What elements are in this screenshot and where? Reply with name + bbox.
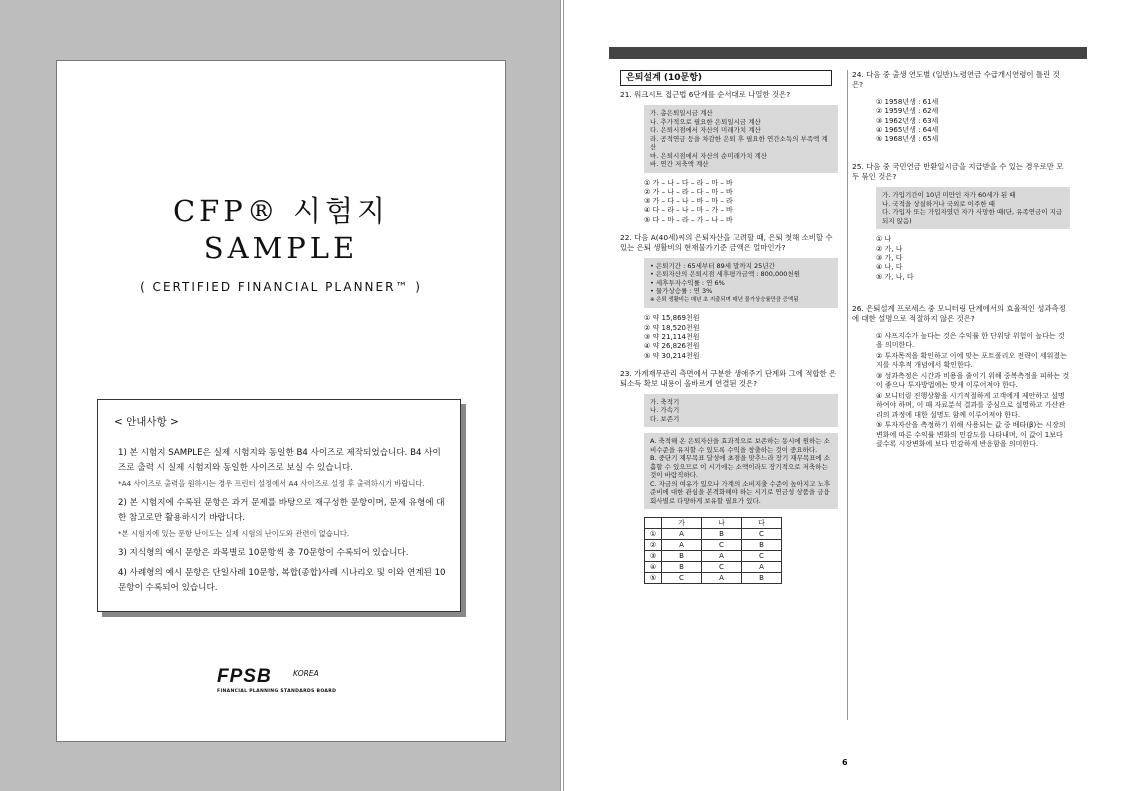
table-cell: C xyxy=(742,529,782,540)
answer-choice: ④ 나, 다 xyxy=(876,263,903,272)
answer-choice: ③ 가, 다 xyxy=(876,254,903,263)
box-line: 다. 은퇴시점에서 자산의 미래가치 계산 xyxy=(650,126,761,134)
table-row xyxy=(645,551,782,562)
table-cell: A xyxy=(702,573,742,584)
notice-list xyxy=(118,446,448,601)
question-23: 23. 가계재무관리 측면에서 구분한 생애주기 단계와 그에 적합한 은퇴소득 확보 내용이 올바르게 연결된 것은? xyxy=(620,368,837,388)
q23-answer-table xyxy=(644,517,782,584)
box-line: 바. 연간 저축액 계산 xyxy=(650,160,709,168)
table-cell: A xyxy=(742,562,782,573)
q22-choices xyxy=(644,314,838,360)
notice-item-sub: *A4 사이즈로 출력을 원하시는 경우 프린터 설정에서 A4 사이즈로 설정 후 출력하시기 바랍니다. xyxy=(118,479,425,488)
answer-choice: ① 나 xyxy=(876,235,892,244)
notice-item xyxy=(118,446,448,491)
q21-box xyxy=(644,105,838,173)
answer-choice: ② 투자목적을 확인하고 이에 맞는 포트폴리오 전략이 세워졌는지를 사후적 개념에서 확인한다. xyxy=(876,351,1067,370)
q23-box-stages xyxy=(644,394,838,428)
box-line: 라. 공적연금 등을 차감한 은퇴 후 필요한 연간소득의 부족액 계산 xyxy=(650,134,828,151)
logo-main: FPSB xyxy=(217,666,272,687)
table-row xyxy=(645,540,782,551)
notice-item xyxy=(118,546,448,561)
table-cell: A xyxy=(662,540,702,551)
table-cell: ⑤ xyxy=(645,573,662,584)
answer-choice: ① 가 – 나 – 다 – 라 – 마 – 바 xyxy=(644,178,733,187)
box-line: 다. 보존기 xyxy=(650,414,680,423)
notice-item xyxy=(118,566,448,596)
section-title: 은퇴설계 (10문항) xyxy=(620,70,832,86)
page-header-bar xyxy=(609,47,1087,59)
logo-korea: KOREA xyxy=(293,669,319,678)
left-column xyxy=(620,70,838,584)
box-line: • 물가상승률 : 연 3% xyxy=(650,287,713,296)
table-cell: ② xyxy=(645,540,662,551)
question-25: 25. 다음 중 국민연금 반환일시금을 지급받을 수 있는 경우로만 모두 묶인 것은? xyxy=(852,162,1064,182)
question-21: 21. 워크시트 접근법 6단계를 순서대로 나열한 것은? xyxy=(620,90,791,99)
table-cell: B xyxy=(742,573,782,584)
q23-box-descriptions xyxy=(644,433,838,509)
table-cell: B xyxy=(742,540,782,551)
box-line: • 세후투자수익률 : 연 6% xyxy=(650,278,725,287)
answer-choice: ② 1959년생 : 62세 xyxy=(876,107,939,116)
logo-board: FINANCIAL PLANNING STANDARDS BOARD xyxy=(217,689,337,694)
answer-choice: ⑤ 1968년생 : 65세 xyxy=(876,135,939,144)
table-row xyxy=(645,562,782,573)
box-line: 가. 가입기간이 10년 미만인 자가 60세가 된 때 xyxy=(882,191,1016,200)
answer-choice: ⑤ 다 – 마 – 라 – 가 – 나 – 바 xyxy=(644,215,733,224)
left-page xyxy=(0,0,561,791)
notice-item-text: 4) 사례형의 예시 문항은 단일사례 10문항, 복합(종합)사례 시나리오 및 이와 연계된 10문항이 수록되어 있습니다. xyxy=(118,568,446,593)
question-24: 24. 다음 중 출생 연도별 (일반)노령연금 수급개시연령이 틀린 것은? xyxy=(852,70,1060,89)
table-row xyxy=(645,529,782,540)
box-line: ※ 은퇴 생활비는 매년 초 지출되며 매년 물가상승률만큼 증액됨 xyxy=(650,296,799,303)
table-cell: A xyxy=(702,551,742,562)
table-cell: B xyxy=(702,529,742,540)
notice-item-sub: *본 시험지에 있는 문항 난이도는 실제 시험의 난이도와 관련이 없습니다. xyxy=(118,529,350,538)
q24-choices xyxy=(876,98,1070,144)
answer-choice: ③ 약 21,114천원 xyxy=(644,333,700,342)
table-header-cell xyxy=(645,518,662,529)
box-line: • 은퇴기간 : 65세부터 89세 말까지 25년간 xyxy=(650,261,775,270)
q25-box xyxy=(876,187,1070,229)
box-line: 가. 축적기 xyxy=(650,397,680,406)
fpsb-logo xyxy=(217,666,336,694)
box-line: 나. 가속기 xyxy=(650,406,680,415)
question-22: 22. 다음 A(40세)씨의 은퇴자산을 고려할 때, 은퇴 첫해 소비할 수 있는 은퇴 생활비의 현재물가기준 금액은 얼마인가? xyxy=(620,232,833,252)
q21-choices xyxy=(644,179,838,225)
answer-choice: ② 가 – 나 – 라 – 다 – 마 – 바 xyxy=(644,187,733,196)
box-line: 나. 국적을 상실하거나 국외로 이주한 때 xyxy=(882,199,995,208)
q26-choices xyxy=(876,332,1070,450)
table-header-row xyxy=(645,518,782,529)
box-line: 다. 가입자 또는 가입자였던 자가 사망한 때(단, 유족연금이 지급되지 않음) xyxy=(882,208,1063,225)
answer-choice: ④ 모니터링 진행상황을 시기적절하게 고객에게 제안하고 설명하여야 하며, 이 때 자료분석 결과를 중심으로 설명하고 가산관리의 과정에 대한 설명도 함께 이루어져야 한다. xyxy=(876,391,1066,419)
right-column xyxy=(852,70,1070,458)
table-cell: B xyxy=(662,551,702,562)
notice-item xyxy=(118,496,448,541)
answer-choice: ⑤ 가, 나, 다 xyxy=(876,272,914,281)
table-cell: ① xyxy=(645,529,662,540)
answer-choice: ④ 약 26,826천원 xyxy=(644,342,700,351)
box-line: B. 중단기 재무목표 달성에 초점을 맞추느라 장기 재무목표에 소홀할 수 있으므로 이 시기에는 소액이라도 장기적으로 저축하는 것이 바람직하다. xyxy=(650,454,831,480)
table-cell: B xyxy=(662,562,702,573)
answer-choice: ⑤ 약 30,214천원 xyxy=(644,351,700,360)
table-cell: C xyxy=(702,540,742,551)
table-header-cell: 나 xyxy=(702,518,742,529)
page-number: 6 xyxy=(842,758,848,767)
notice-box xyxy=(97,399,461,612)
right-page xyxy=(563,0,1126,791)
table-row xyxy=(645,573,782,584)
answer-choice: ① 1958년생 : 61세 xyxy=(876,98,939,106)
table-cell: C xyxy=(742,551,782,562)
answer-choice: ③ 성과측정은 시간과 비용을 줄이기 위해 중복측정을 피하는 것이 좋으나 투자방법에는 맞게 이루어져야 한다. xyxy=(876,371,1070,390)
answer-choice: ③ 가 – 다 – 나 – 바 – 마 – 라 xyxy=(644,197,733,206)
notice-item-text: 3) 지식형의 예시 문항은 과목별로 10문항씩 총 70문항이 수록되어 있습니다. xyxy=(118,548,409,558)
table-header-cell: 다 xyxy=(742,518,782,529)
answer-choice: ④ 1965년생 : 64세 xyxy=(876,125,939,134)
table-cell: ③ xyxy=(645,551,662,562)
cover-subtitle: ( CERTIFIED FINANCIAL PLANNER™ ) xyxy=(140,280,422,294)
answer-choice: ① 약 15,869천원 xyxy=(644,314,700,323)
column-divider xyxy=(847,70,848,720)
question-26: 26. 은퇴설계 프로세스 중 모니터링 단계에서의 효율적인 성과측정에 대한 설명으로 적절하지 않은 것은? xyxy=(852,303,1066,323)
q22-box xyxy=(644,258,838,309)
q25-choices xyxy=(876,235,1070,281)
cover-title: CFP® 시험지 xyxy=(172,194,390,228)
notice-heading: < 안내사항 > xyxy=(114,416,179,428)
answer-choice: ② 가, 나 xyxy=(876,244,903,253)
cover-sheet xyxy=(56,60,506,742)
table-header-cell: 가 xyxy=(662,518,702,529)
table-cell: A xyxy=(662,529,702,540)
notice-item-text: 2) 본 시험지에 수록된 문항은 과거 문제를 바탕으로 재구성한 문항이며, 문제 유형에 대한 참고로만 활용하시기 바랍니다. xyxy=(118,498,445,523)
answer-choice: ④ 다 – 라 – 나 – 마 – 가 – 바 xyxy=(644,206,733,215)
answer-choice: ② 약 18,520천원 xyxy=(644,323,700,332)
box-line: C. 자금의 여유가 있으나 가계의 소비지출 수준이 높아지고 노후준비에 대한 관심을 본격화해야 하는 시기로 연금성 상품을 금융회사별로 다양하게 보유할 필요가 있다. xyxy=(650,479,831,505)
table-cell: C xyxy=(662,573,702,584)
cover-title-sample: SAMPLE xyxy=(203,231,359,265)
box-line: A. 축적해 온 은퇴자산을 효과적으로 보존하는 동시에 원하는 소비수준을 유지할 수 있도록 수익을 창출하는 것이 중요하다. xyxy=(650,437,830,454)
box-line: 나. 추가적으로 필요한 은퇴일시금 계산 xyxy=(650,117,761,126)
box-line: 마. 은퇴시점에서 자산의 순미래가치 계산 xyxy=(650,151,768,160)
answer-choice: ⑤ 투자자산을 측정하기 위해 사용되는 값 중 베타(β)는 시장의 변화에 따른 수익률 변화의 민감도를 나타내며, 이 값이 1보다 클수록 시장변화에 보다 민감하게 반응함을 의미한다. xyxy=(876,421,1066,449)
answer-choice: ③ 1962년생 : 63세 xyxy=(876,116,939,125)
table-cell: C xyxy=(702,562,742,573)
table-cell: ④ xyxy=(645,562,662,573)
answer-choice: ① 샤프지수가 높다는 것은 수익률 한 단위당 위험이 높다는 것을 의미한다. xyxy=(876,331,1065,350)
box-line: • 은퇴자산의 은퇴시점 세후평가금액 : 800,000천원 xyxy=(650,270,800,279)
notice-item-text: 1) 본 시험지 SAMPLE은 실제 시험지와 동일한 B4 사이즈로 제작되었습니다. B4 사이즈로 출력 시 실제 시험지와 동일한 사이즈로 보실 수 있습니다. xyxy=(118,448,441,473)
box-line: 가. 총은퇴일시금 계산 xyxy=(650,109,713,117)
